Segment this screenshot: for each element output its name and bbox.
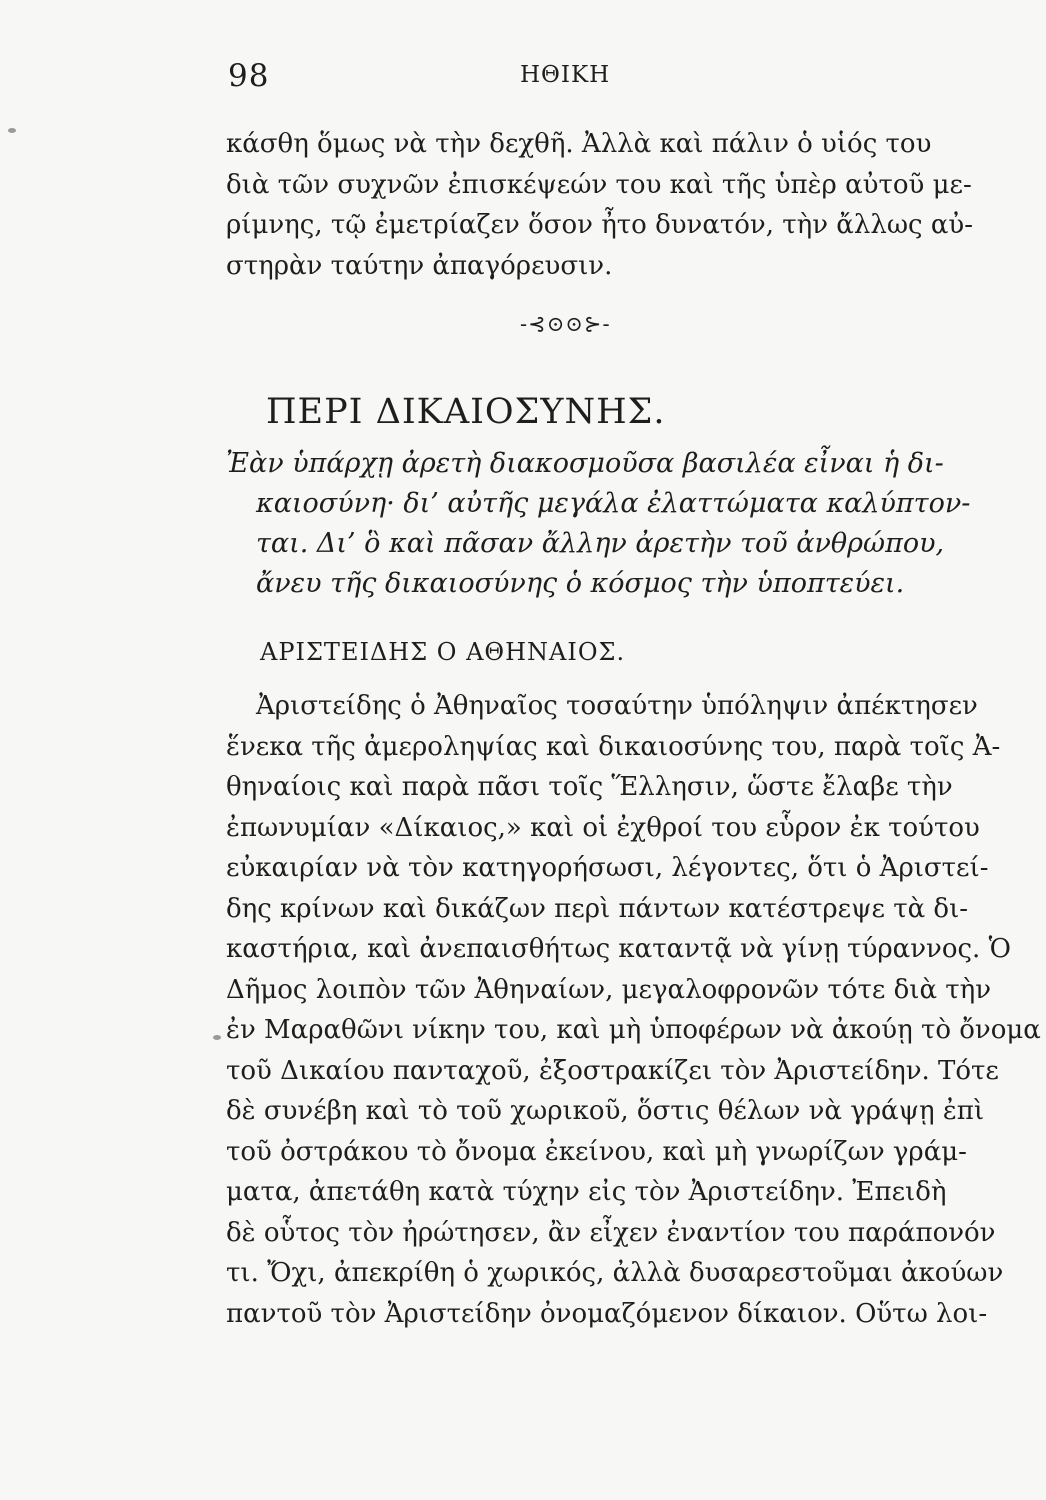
opening-paragraph [226, 124, 973, 286]
maxim-line: ἄνευ τῆς δικαιοσύνης ὁ κόσμος τὴν ὑποπτεύει. [256, 568, 905, 599]
text-line: κάσθη ὅμως νὰ τὴν δεχθῆ. Ἀλλὰ καὶ πάλιν ὁ υἱός του [226, 129, 932, 159]
text-line: ἐν Μαραθῶνι νίκην του, καὶ μὴ ὑποφέρων νὰ ἀκούῃ τὸ ὄνομα [226, 1015, 1041, 1045]
text-line: ματα, ἀπετάθη κατὰ τύχην εἰς τὸν Ἀριστείδην. Ἐπειδὴ [226, 1177, 947, 1207]
text-line: τι. Ὄχι, ἀπεκρίθη ὁ χωρικός, ἀλλὰ δυσαρεστοῦμαι ἀκούων [226, 1258, 1004, 1288]
text-line: τοῦ ὀστράκου τὸ ὄνομα ἐκείνου, καὶ μὴ γνωρίζων γράμ- [226, 1136, 967, 1167]
text-line: στηρὰν ταύτην ἀπαγόρευσιν. [226, 250, 613, 281]
maxim-paragraph [226, 444, 971, 604]
story-paragraph [226, 686, 1041, 1334]
text-line: ἐπωνυμίαν «Δίκαιος,» καὶ οἱ ἐχθροί του εὗρον ἐκ τούτου [226, 812, 980, 843]
text-line: Ἀριστείδης ὁ Ἀθηναῖος τοσαύτην ὑπόληψιν ἀπέκτησεν [256, 691, 978, 721]
page-number: 98 [228, 58, 270, 94]
maxim-line: Ἐὰν ὑπάρχῃ ἀρετὴ διακοσμοῦσα βασιλέα εἶναι ἡ δι- [226, 448, 944, 479]
text-line: διὰ τῶν συχνῶν ἐπισκέψεών του καὶ τῆς ὑπὲρ αὐτοῦ με- [226, 169, 972, 200]
text-line: δης κρίνων καὶ δικάζων περὶ πάντων κατέστρεψε τὰ δι- [226, 893, 969, 924]
text-line: Δῆμος λοιπὸν τῶν Ἀθηναίων, μεγαλοφρονῶν τότε διὰ τὴν [226, 974, 992, 1005]
maxim-line: ται. Δι’ ὃ καὶ πᾶσαν ἄλλην ἀρετὴν τοῦ ἀνθρώπου, [256, 528, 945, 559]
text-line: ἕνεκα τῆς ἀμεροληψίας καὶ δικαιοσύνης του, παρὰ τοῖς Ἀ- [226, 731, 1001, 762]
text-line: καστήρια, καὶ ἀνεπαισθήτως καταντᾷ νὰ γίνῃ τύραννος. Ὁ [226, 934, 1011, 964]
text-line: παντοῦ τὸν Ἀριστείδην ὀνομαζόμενον δίκαιον. Οὕτω λοι- [226, 1298, 988, 1329]
section-ornament: -⊰⊙⊙⊱- [520, 312, 611, 336]
print-speck [213, 1035, 221, 1040]
section-title: ΠΕΡΙ ΔΙΚΑΙΟΣΥΝΗΣ. [266, 392, 666, 432]
text-line: ρίμνης, τῷ ἐμετρίαζεν ὅσον ἦτο δυνατόν, τὴν ἄλλως αὐ- [226, 210, 973, 240]
text-line: τοῦ Δικαίου πανταχοῦ, ἐξοστρακίζει τὸν Ἀριστείδην. Τότε [226, 1055, 999, 1086]
maxim-line: καιοσύνη· δι’ αὐτῆς μεγάλα ἐλαττώματα καλύπτον- [256, 488, 971, 519]
text-line: θηναίοις καὶ παρὰ πᾶσι τοῖς Ἕλλησιν, ὥστε ἔλαβε τὴν [226, 772, 953, 802]
text-line: εὐκαιρίαν νὰ τὸν κατηγορήσωσι, λέγοντες, ὅτι ὁ Ἀριστεί- [226, 853, 989, 883]
text-line: δὲ οὗτος τὸν ἠρώτησεν, ἂν εἶχεν ἐναντίον του παράπονόν [226, 1217, 996, 1248]
print-speck [8, 128, 16, 133]
running-head: ΗΘΙΚΗ [520, 62, 611, 88]
text-line: δὲ συνέβη καὶ τὸ τοῦ χωρικοῦ, ὅστις θέλων νὰ γράψῃ ἐπὶ [226, 1096, 985, 1126]
story-title: ΑΡΙΣΤΕΙΔΗΣ Ο ΑΘΗΝΑΙΟΣ. [260, 638, 626, 666]
